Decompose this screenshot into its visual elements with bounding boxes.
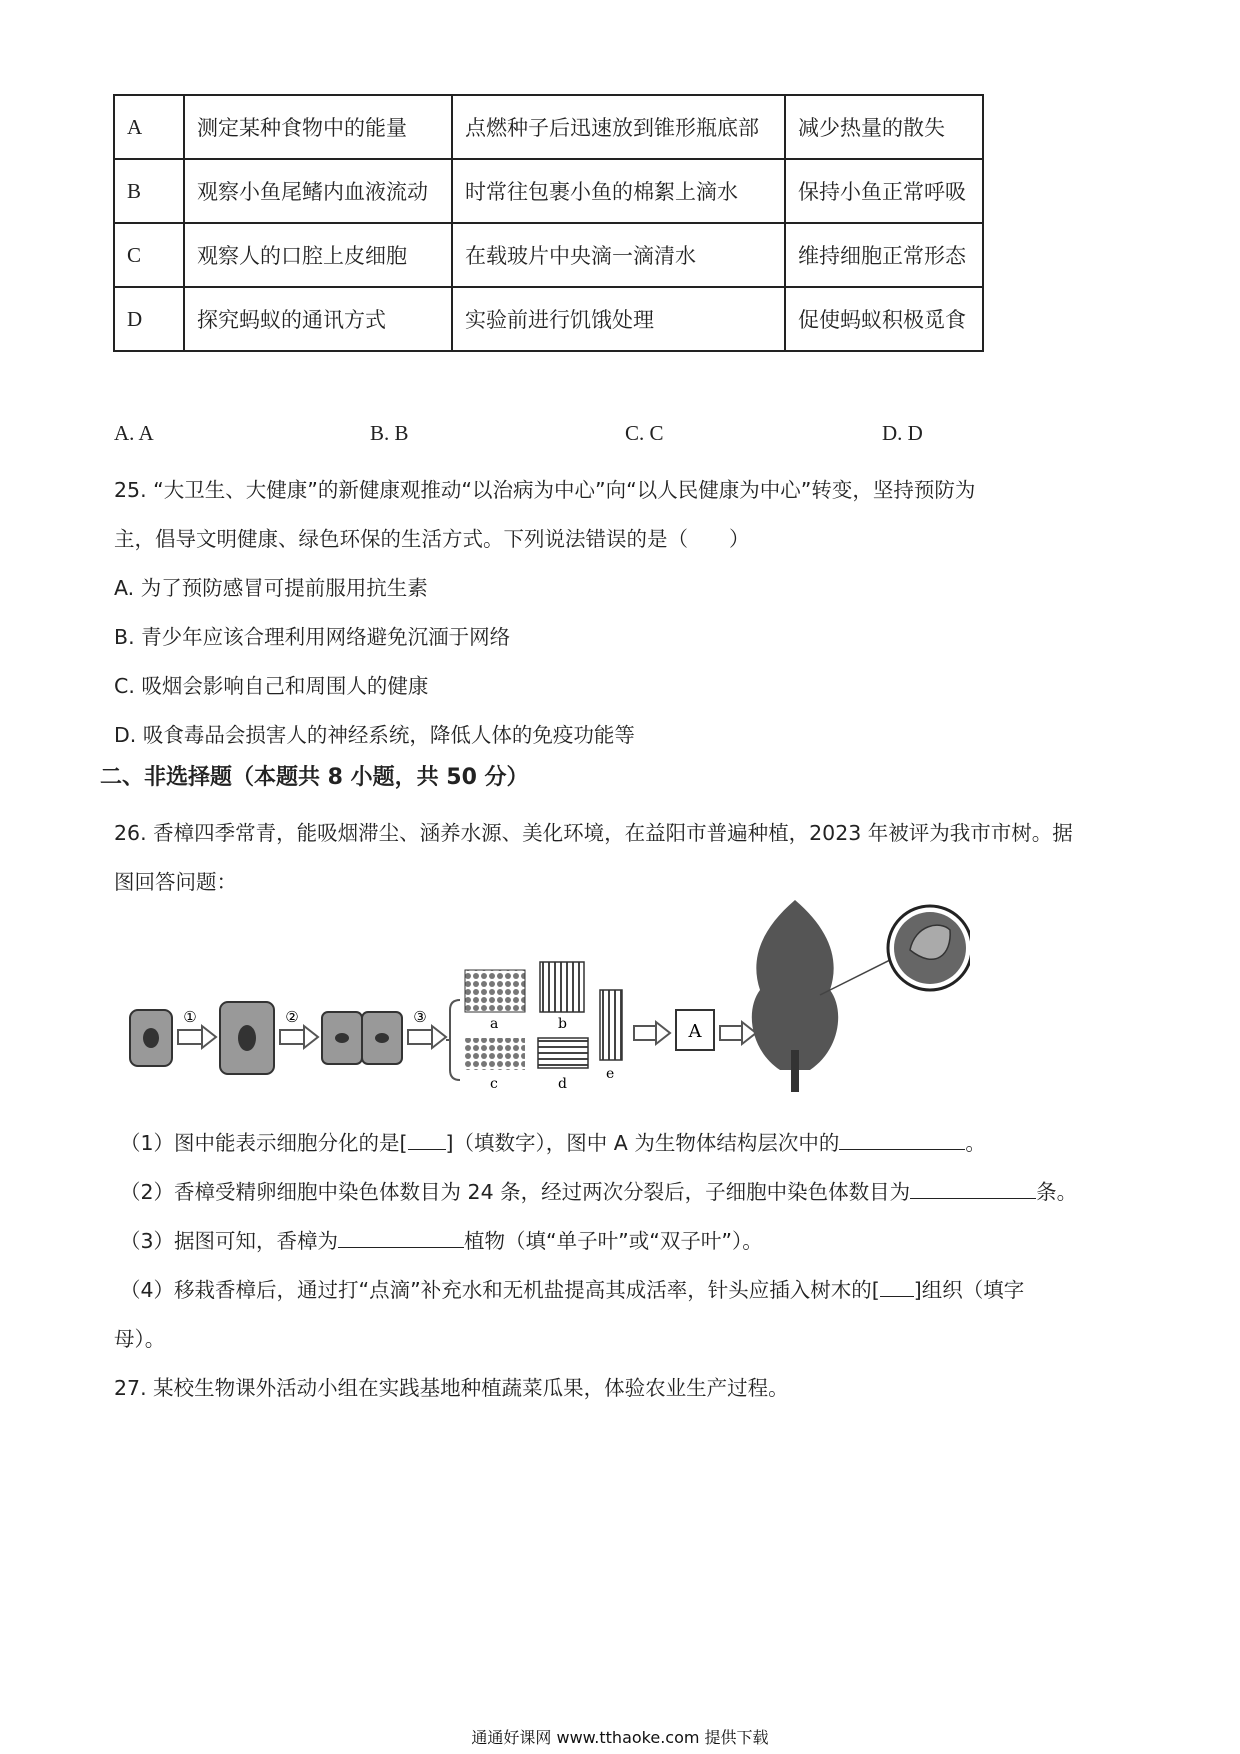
tissue-c-icon xyxy=(465,1038,525,1092)
tissue-label: b xyxy=(558,1016,567,1032)
q25-option-a: A. 为了预防感冒可提前服用抗生素 xyxy=(114,576,428,600)
organ-box xyxy=(676,1010,714,1050)
tissue-d-icon xyxy=(538,1038,588,1092)
q25-option-d: D. 吸食毒品会损害人的神经系统，降低人体的免疫功能等 xyxy=(114,723,635,747)
row-letter: B xyxy=(114,159,184,223)
row-reason: 维持细胞正常形态 xyxy=(785,223,983,287)
row-reason: 减少热量的散失 xyxy=(785,95,983,159)
q25-stem-line2: 主，倡导文明健康、绿色环保的生活方式。下列说法错误的是（ ） xyxy=(114,527,750,551)
choice-a: A. A xyxy=(114,421,154,445)
step-label: ③ xyxy=(413,1008,427,1026)
answer-blank[interactable] xyxy=(408,1131,446,1150)
section-heading: 二、非选择题（本题共 8 小题，共 50 分） xyxy=(100,765,529,790)
dividing-cells-icon xyxy=(322,1012,402,1064)
choice-b: B. B xyxy=(370,421,409,445)
text-segment: （1）图中能表示细胞分化的是[ xyxy=(120,1131,408,1155)
tissue-label: c xyxy=(490,1076,498,1092)
arrow-icon xyxy=(634,1022,670,1044)
q25-option-b: B. 青少年应该合理利用网络避免沉湎于网络 xyxy=(114,625,511,649)
step-label: ② xyxy=(285,1008,299,1026)
arrow-icon xyxy=(280,1008,318,1048)
row-reason: 保持小鱼正常呼吸 xyxy=(785,159,983,223)
q26-sub3 xyxy=(120,1224,763,1254)
table-row xyxy=(114,287,983,351)
answer-blank[interactable] xyxy=(880,1278,914,1297)
q26-sub4 xyxy=(120,1273,1024,1303)
table-row xyxy=(114,95,983,159)
row-purpose: 观察人的口腔上皮细胞 xyxy=(184,223,452,287)
arrow-icon xyxy=(178,1008,216,1048)
choice-d: D. D xyxy=(882,421,923,445)
tissue-e-icon xyxy=(600,990,622,1082)
arrow-icon xyxy=(720,1022,756,1044)
q27-stem: 27. 某校生物课外活动小组在实践基地种植蔬菜瓜果，体验农业生产过程。 xyxy=(114,1376,789,1400)
row-operation: 实验前进行饥饿处理 xyxy=(452,287,785,351)
row-letter: C xyxy=(114,223,184,287)
text-segment: 。 xyxy=(965,1131,986,1155)
tissue-b-icon xyxy=(540,962,584,1032)
step-label: ① xyxy=(183,1008,197,1026)
cell-icon xyxy=(220,1002,274,1074)
q26-sub4-line2: 母）。 xyxy=(114,1327,166,1351)
arrow-icon xyxy=(408,1008,446,1048)
text-segment: （4）移栽香樟后，通过打“点滴”补充水和无机盐提高其成活率，针头应插入树木的[ xyxy=(120,1278,880,1302)
answer-blank[interactable] xyxy=(839,1131,965,1150)
table-row xyxy=(114,159,983,223)
choice-c: C. C xyxy=(625,421,664,445)
q26-sub1 xyxy=(120,1126,986,1156)
text-segment: （3）据图可知，香樟为 xyxy=(120,1229,339,1253)
leaf-magnifier-icon xyxy=(888,906,970,990)
row-reason: 促使蚂蚁积极觅食 xyxy=(785,287,983,351)
text-segment: 条。 xyxy=(1036,1180,1078,1204)
answer-blank[interactable] xyxy=(910,1180,1036,1199)
q25-option-c: C. 吸烟会影响自己和周围人的健康 xyxy=(114,674,429,698)
tree-icon xyxy=(752,900,900,1092)
row-operation: 在载玻片中央滴一滴清水 xyxy=(452,223,785,287)
cell-icon xyxy=(130,1010,172,1066)
options-table xyxy=(113,94,984,352)
text-segment: ]（填数字），图中 A 为生物体结构层次中的 xyxy=(445,1131,840,1155)
tissue-a-icon xyxy=(465,970,525,1032)
q26-stem-line2: 图回答问题： xyxy=(114,870,237,894)
tissue-label: a xyxy=(490,1016,499,1032)
box-label: A xyxy=(688,1021,702,1042)
q26-sub2 xyxy=(120,1175,1077,1205)
q26-stem-line1: 26. 香樟四季常青，能吸烟滞尘、涵养水源、美化环境，在益阳市普遍种植，2023 年被评为我市市树。据 xyxy=(114,821,1073,845)
text-segment: 植物（填“单子叶”或“双子叶”）。 xyxy=(464,1229,763,1253)
row-letter: A xyxy=(114,95,184,159)
tissue-label: e xyxy=(606,1066,615,1082)
text-segment: （2）香樟受精卵细胞中染色体数目为 24 条，经过两次分裂后，子细胞中染色体数目为 xyxy=(120,1180,911,1204)
text-segment: ]组织（填字 xyxy=(913,1278,1025,1302)
branch-bracket xyxy=(450,1000,460,1080)
table-row xyxy=(114,223,983,287)
row-operation: 点燃种子后迅速放到锥形瓶底部 xyxy=(452,95,785,159)
row-purpose: 观察小鱼尾鳍内血液流动 xyxy=(184,159,452,223)
q25-stem-line1: 25. “大卫生、大健康”的新健康观推动“以治病为中心”向“以人民健康为中心”转变，坚持预防为 xyxy=(114,478,976,502)
plant-structure-figure xyxy=(120,900,970,1100)
answer-blank[interactable] xyxy=(338,1229,464,1248)
tissue-label: d xyxy=(558,1076,567,1092)
row-letter: D xyxy=(114,287,184,351)
row-purpose: 探究蚂蚁的通讯方式 xyxy=(184,287,452,351)
footer-source: 通通好课网 www.tthaoke.com 提供下载 xyxy=(471,1728,769,1747)
row-purpose: 测定某种食物中的能量 xyxy=(184,95,452,159)
row-operation: 时常往包裹小鱼的棉絮上滴水 xyxy=(452,159,785,223)
